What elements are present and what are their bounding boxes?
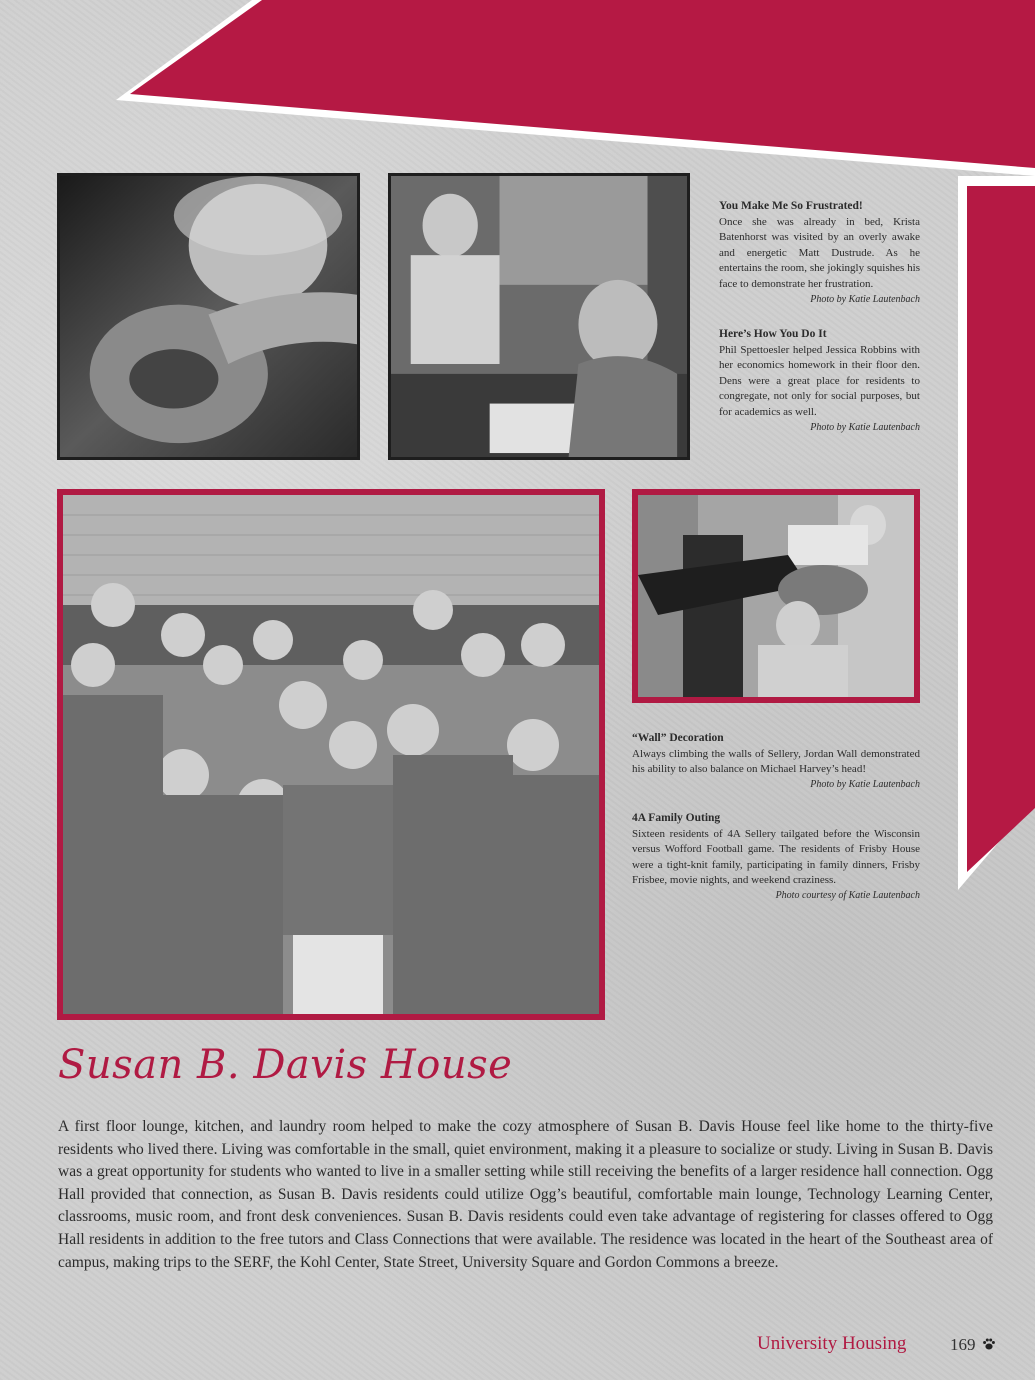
footer-section-name: University Housing: [757, 1333, 907, 1354]
caption-body: Once she was already in bed, Krista Batenhorst was visited by an overly awake and energetic Matt Dustrude. As he entertains the room, she jokingly squishes his face to demonstrate her frustration.: [719, 215, 920, 290]
photo-tailgate: [57, 489, 605, 1020]
caption-frustrated: [719, 199, 920, 307]
photo-credit: Photo courtesy of Katie Lautenbach: [775, 889, 920, 901]
photo-credit: Photo by Katie Lautenbach: [810, 293, 920, 305]
caption-body: Always climbing the walls of Sellery, Jordan Wall demonstrated his ability to also balance on Michael Harvey’s head!: [632, 747, 920, 776]
photo-wall: [632, 489, 920, 703]
caption-title: 4A Family Outing: [632, 812, 721, 824]
caption-title: “Wall” Decoration: [632, 732, 724, 744]
caption-body: Phil Spettoesler helped Jessica Robbins with her economics homework in their floor den. Dens were a great place for residents to congregate, not only for social purposes, but for academics as well.: [719, 343, 920, 418]
caption-title: Here’s How You Do It: [719, 328, 827, 340]
photo-credit: Photo by Katie Lautenbach: [810, 421, 920, 433]
caption-wall: [632, 731, 920, 792]
article-body: A first floor lounge, kitchen, and laundry room helped to make the cozy atmosphere of Susan B. Davis House feel like home to the thirty-five residents who lived there. Living was comfortable in the small, quiet environment, making it a pleasure to socialize or study. Living in Susan B. Davis was a great opportunity for students who wanted to live in a smaller setting while still receiving the benefits of a larger residence hall connection. Ogg Hall provided that connection, as Susan B. Davis residents could utilize Ogg’s beautiful, comfortable main lounge, Technology Learning Center, classrooms, music room, and front desk conveniences. Susan B. Davis residents could even take advantage of registering for classes offered to Ogg Hall residents in addition to the free tutors and Class Connections that were available. The residence was located in the heart of the Southeast area of campus, making trips to the SERF, the Kohl Center, State Street, University Square and Gordon Commons a breeze.: [58, 1118, 993, 1271]
photo-frustrated: [57, 173, 360, 460]
caption-body: Sixteen residents of 4A Sellery tailgated before the Wisconsin versus Wofford Football game. The residents of Frisby House were a tight-knit family, participating in family dinners, Frisby Frisbee, movie nights, and weekend craziness.: [632, 827, 920, 887]
caption-tailgate: [632, 811, 920, 903]
paw-icon: [982, 1337, 996, 1351]
caption-homework: [719, 327, 920, 435]
photo-credit: Photo by Katie Lautenbach: [810, 778, 920, 790]
page-number: 169: [950, 1335, 976, 1354]
caption-title: You Make Me So Frustrated!: [719, 200, 863, 212]
photo-homework: [388, 173, 690, 460]
section-title: Susan B. Davis House: [58, 1042, 513, 1088]
